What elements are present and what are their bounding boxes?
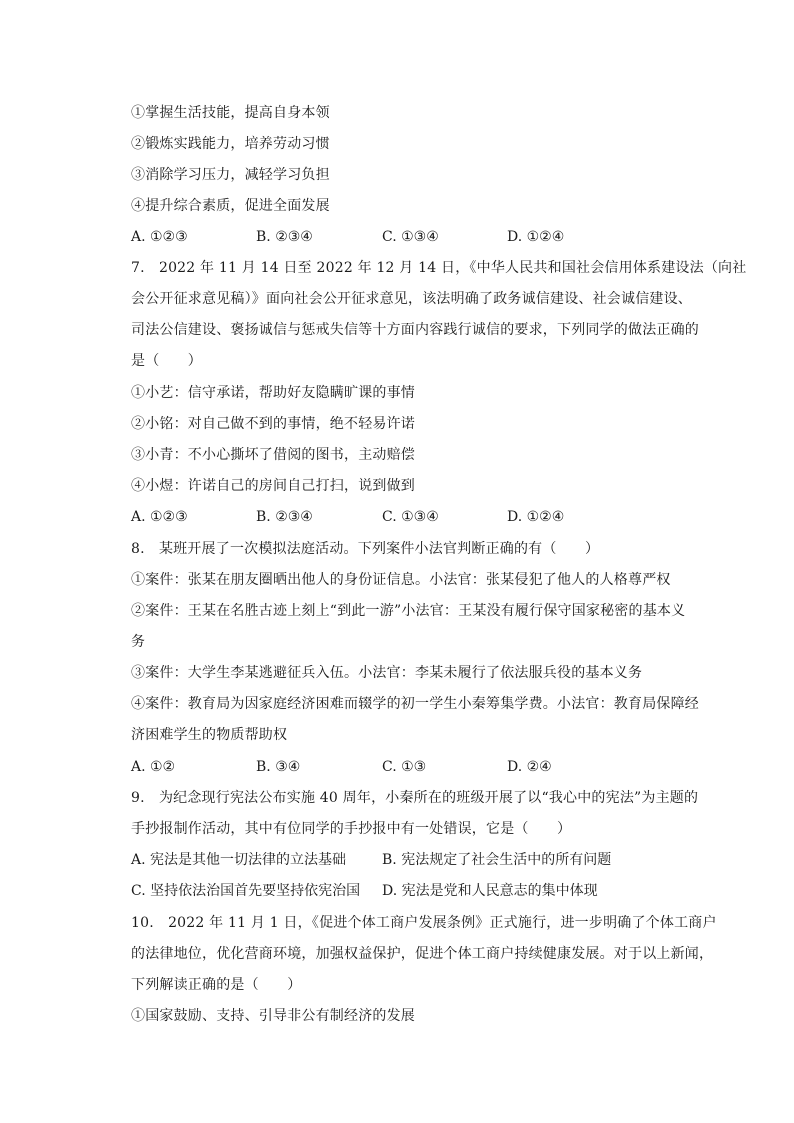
q8-option-c: C. ①③ bbox=[382, 759, 427, 775]
q9-option-a: A. 宪法是其他一切法律的立法基础 bbox=[131, 852, 347, 868]
q7-stem-line-1: 7. 2022 年 11 月 14 日至 2022 年 12 月 14 日，《中华人民共和国社会信用体系建设法（向社 bbox=[131, 260, 747, 276]
option-a: A. ①②③ bbox=[131, 229, 188, 245]
q8-option-a: A. ①② bbox=[131, 759, 176, 775]
statement-1: ①掌握生活技能，提高自身本领 bbox=[131, 105, 330, 121]
q9-stem-line-1: 9. 为纪念现行宪法公布实施 40 周年，小秦所在的班级开展了以“我心中的宪法”为主题的 bbox=[131, 790, 699, 806]
option-b: B. ②③④ bbox=[256, 229, 313, 245]
q7-option-a: A. ①②③ bbox=[131, 509, 188, 525]
q8-stem: 8. 某班开展了一次模拟法庭活动。下列案件小法官判断正确的有（ ） bbox=[131, 541, 600, 557]
q7-option-d: D. ①②④ bbox=[507, 509, 565, 525]
statement-2: ②锻炼实践能力，培养劳动习惯 bbox=[131, 136, 330, 152]
q7-option-c: C. ①③④ bbox=[382, 509, 439, 525]
q7-statement-4: ④小煜：许诺自己的房间自己打扫，说到做到 bbox=[131, 478, 415, 494]
q10-stem-line-1: 10. 2022 年 11 月 1 日，《促进个体工商户发展条例》正式施行，进一步明确了个体工商户 bbox=[131, 915, 717, 931]
q8-case-3: ③案件：大学生李某逃避征兵入伍。小法官：李某未履行了依法服兵役的基本义务 bbox=[131, 665, 643, 681]
q8-case-4: ④案件：教育局为因家庭经济困难而辍学的初一学生小秦筹集学费。小法官：教育局保障经 bbox=[131, 696, 699, 712]
q9-option-d: D. 宪法是党和人民意志的集中体现 bbox=[382, 883, 598, 899]
q7-statement-1: ①小艺：信守承诺，帮助好友隐瞒旷课的事情 bbox=[131, 385, 415, 401]
q9-stem-line-2: 手抄报制作活动，其中有位同学的手抄报中有一处错误，它是（ ） bbox=[131, 821, 572, 837]
q7-stem-line-2: 会公开征求意见稿）》面向社会公开征求意见，该法明确了政务诚信建设、社会诚信建设、 bbox=[131, 291, 692, 307]
q8-option-d: D. ②④ bbox=[507, 759, 552, 775]
q7-stem-line-4: 是（ ） bbox=[131, 353, 202, 369]
q8-option-b: B. ③④ bbox=[256, 759, 301, 775]
statement-3: ③消除学习压力，减轻学习负担 bbox=[131, 167, 330, 183]
option-d: D. ①②④ bbox=[507, 229, 565, 245]
q8-case-4-cont: 济困难学生的物质帮助权 bbox=[131, 727, 288, 743]
q9-option-c: C. 坚持依法治国首先要坚持依宪治国 bbox=[131, 883, 361, 899]
q8-case-2-cont: 务 bbox=[131, 634, 146, 650]
q8-case-2: ②案件：王某在名胜古迹上刻上“到此一游”小法官：王某没有履行保守国家秘密的基本义 bbox=[131, 603, 686, 619]
q9-option-b: B. 宪法规定了社会生活中的所有问题 bbox=[382, 852, 612, 868]
q7-statement-3: ③小青：不小心撕坏了借阅的图书，主动赔偿 bbox=[131, 447, 415, 463]
q10-stem-line-3: 下列解读正确的是（ ） bbox=[131, 977, 302, 993]
statement-4: ④提升综合素质，促进全面发展 bbox=[131, 198, 330, 214]
q10-statement-1: ①国家鼓励、支持、引导非公有制经济的发展 bbox=[131, 1008, 415, 1024]
q10-stem-line-2: 的法律地位，优化营商环境，加强权益保护，促进个体工商户持续健康发展。对于以上新闻， bbox=[131, 946, 714, 962]
q7-statement-2: ②小铭：对自己做不到的事情，绝不轻易许诺 bbox=[131, 416, 415, 432]
q7-stem-line-3: 司法公信建设、褒扬诚信与惩戒失信等十方面内容践行诚信的要求，下列同学的做法正确的 bbox=[131, 322, 699, 338]
q7-option-b: B. ②③④ bbox=[256, 509, 313, 525]
q8-case-1: ①案件：张某在朋友圈晒出他人的身份证信息。小法官：张某侵犯了他人的人格尊严权 bbox=[131, 572, 671, 588]
option-c: C. ①③④ bbox=[382, 229, 439, 245]
